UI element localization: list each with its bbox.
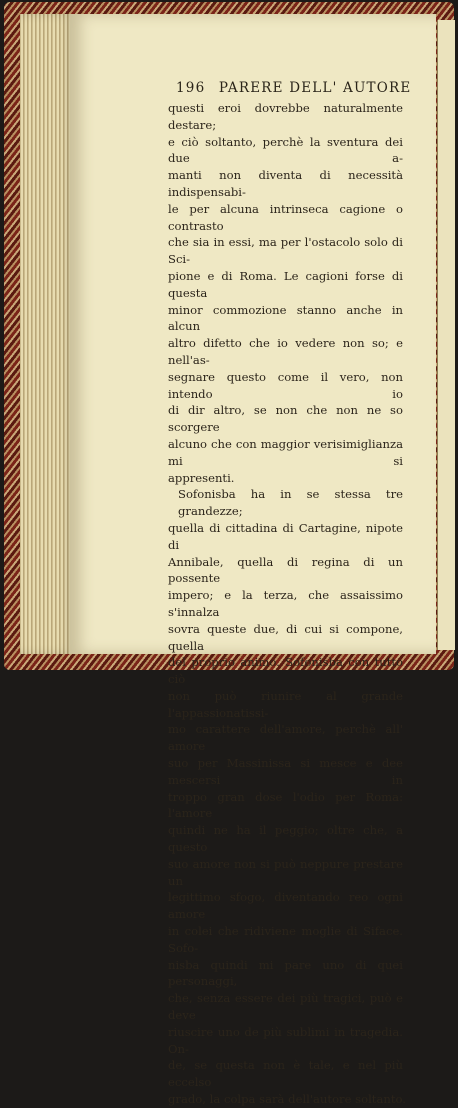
text-line: minor commozione stanno anche in alcun xyxy=(168,302,403,334)
text-line: quindi ne ha il peggio; oltre che, a questo xyxy=(168,823,403,855)
body-text xyxy=(168,100,406,1108)
page-edges xyxy=(20,14,74,654)
page-number: 196 xyxy=(176,80,206,96)
text-line: non può riunire al grande l'appassionatissi- xyxy=(168,688,403,720)
text-line: del proprio animo. Sofonisba con tutto ciò xyxy=(168,655,403,687)
facing-page-edge xyxy=(437,20,455,650)
text-line: questi eroi dovrebbe naturalmente destare; xyxy=(168,101,403,132)
text-line: troppo gran dose l'odio per Roma: l'amore xyxy=(168,789,403,821)
text-line: impero; e la terza, che assaissimo s'innalza xyxy=(168,588,403,619)
running-header xyxy=(176,80,411,96)
text-line: de, se questa non è tale, e nel più eccelso xyxy=(168,1058,403,1090)
text-line: legittimo sfogo, diventando reo ogni amore xyxy=(168,890,403,922)
text-line: segnare questo come il vero, non intendo io xyxy=(168,369,403,401)
running-title: PARERE DELL' AUTORE xyxy=(218,80,412,96)
text-line: grado, la colpa sarà dell'autore soltanto. xyxy=(168,1092,406,1107)
text-line: in colei che ridiviene moglie di Siface. Sofo- xyxy=(168,924,403,955)
text-line: Annibale, quella di regina di un possente xyxy=(168,554,403,586)
text-line: di dir altro, se non che non ne so scorgere xyxy=(168,403,403,435)
text-line: suo per Massinissa si mesce e dee mescersi in xyxy=(168,756,403,787)
text-line: riuscire uno de più sublimi in tragedia. On- xyxy=(168,1024,403,1056)
text-line: che, senza essere dei più tragici, può e deve xyxy=(168,991,403,1023)
text-line: altro difetto che io vedere non so; e nell'as- xyxy=(168,336,403,367)
text-line: alcuno che con maggior verisimiglianza mi si xyxy=(168,436,403,468)
text-line: quella di cittadina di Cartagine, nipote di xyxy=(168,520,403,552)
text-line: e ciò soltanto, perchè la sventura dei due a- xyxy=(168,134,403,166)
text-line: sovra queste due, di cui si compone, quella xyxy=(168,621,403,653)
text-line: le per alcuna intrinseca cagione o contrasto xyxy=(168,201,403,233)
text-line: manti non diventa di necessità indispensabi- xyxy=(168,168,403,199)
text-line: che sia in essi, ma per l'ostacolo solo di Sci- xyxy=(168,235,403,267)
text-line: Sofonisba ha in se stessa tre grandezze; xyxy=(178,487,403,519)
text-line: nisba quindi mi pare uno di quei personaggi, xyxy=(168,957,403,989)
text-line: mo carattere dell'amore, perchè all' amore xyxy=(168,722,403,754)
text-line: suo amore non si può neppure prestare un xyxy=(168,856,403,888)
text-line: pione e di Roma. Le cagioni forse di questa xyxy=(168,268,403,300)
text-line: appresenti. xyxy=(168,470,235,485)
